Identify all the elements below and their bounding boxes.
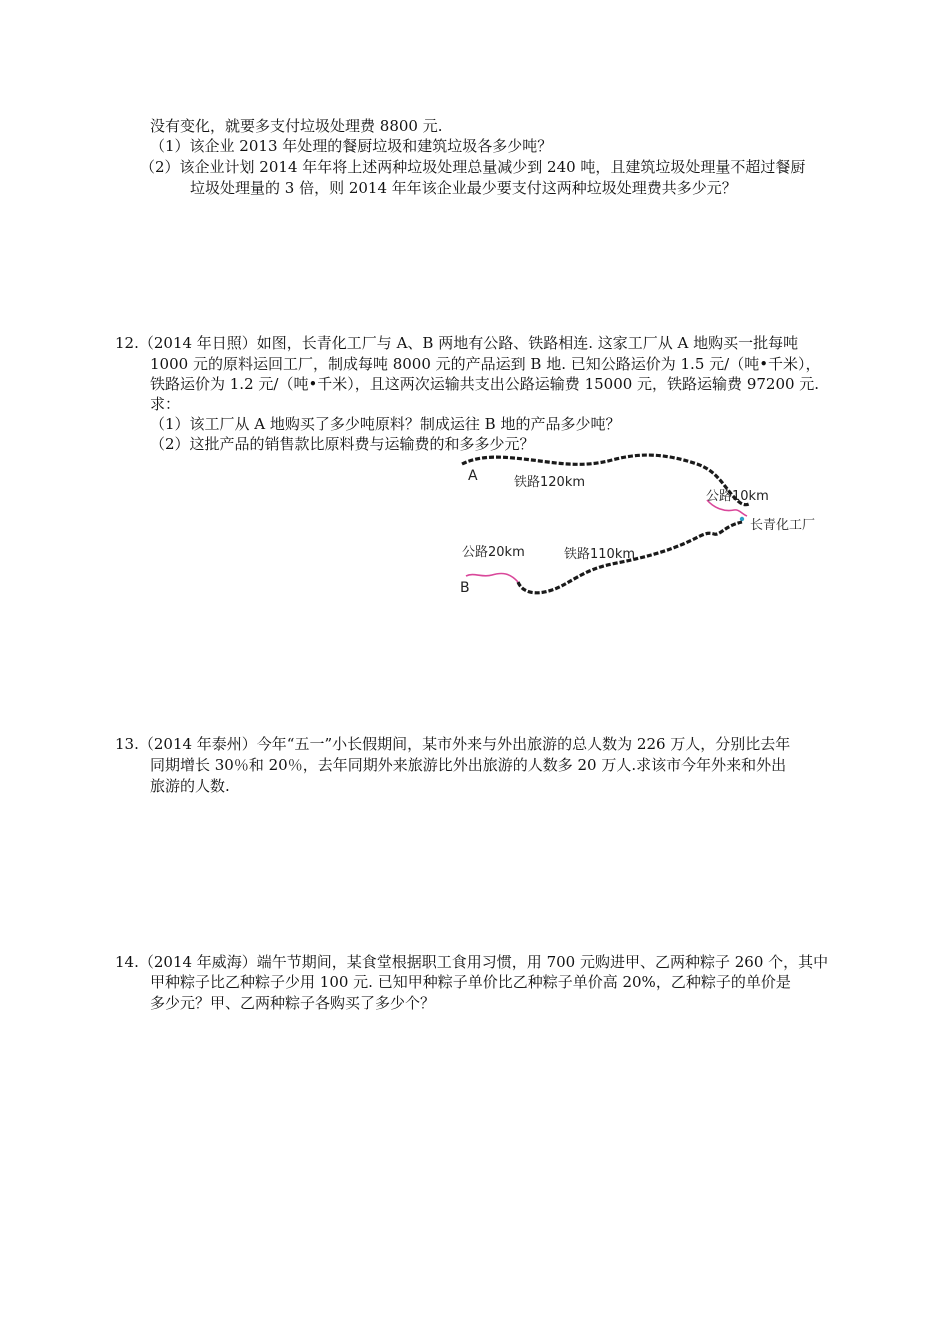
label-road-a: 公路10km [706,489,769,504]
intro-question-1: （1）该企业 2013 年处理的餐厨垃圾和建筑垃圾各多少吨？ [150,137,553,155]
intro-question-2-line-1: （2）该企业计划 2014 年年将上述两种垃圾处理总量减少到 240 吨，且建筑垃圾处理量不超过餐厨 [140,158,806,176]
label-rail-b: 铁路110km [564,547,636,562]
problem14-line-1: 14.（2014 年威海）端午节期间，某食堂根据职工食用习惯，用 700 元购进甲、乙两种粽子 260 个，其中 [115,953,829,971]
problem12-line-3: 铁路运价为 1.2 元/（吨•千米），且这两次运输共支出公路运输费 15000 元，铁路运输费 97200 元. [150,375,820,393]
label-a: A [468,468,478,484]
intro-line-1: 没有变化，就要多支付垃圾处理费 8800 元. [150,117,443,135]
label-rail-a: 铁路120km [514,475,586,490]
intro-question-2-line-2: 垃圾处理量的 3 倍，则 2014 年年该企业最少要支付这两种垃圾处理费共多少元？ [190,179,737,197]
problem12-line-1: 12.（2014 年日照）如图，长青化工厂与 A、B 两地有公路、铁路相连. 这家工厂从 A 地购买一批每吨 [115,334,799,352]
label-b: B [460,580,470,596]
problem12-line-2: 1000 元的原料运回工厂，制成每吨 8000 元的产品运到 B 地. 已知公路运价为 1.5 元/（吨•千米）， [150,355,821,373]
problem14-line-2: 甲种粽子比乙种粽子少用 100 元. 已知甲种粽子单价比乙种粽子单价高 20%，乙种粽子的单价是 [150,973,791,991]
problem13-line-3: 旅游的人数. [150,777,230,795]
label-factory: 长青化工厂 [750,518,816,533]
problem12-question-2: （2）这批产品的销售款比原料费与运输费的和多多少元？ [150,435,535,453]
problem12-line-4: 求： [150,395,181,413]
problem13-line-2: 同期增长 30％和 20％，去年同期外来旅游比外出旅游的人数多 20 万人.求该市今年外来和外出 [150,756,787,774]
problem14-line-3: 多少元？甲、乙两种粽子各购买了多少个？ [150,994,436,1012]
label-road-b: 公路20km [462,545,525,560]
factory-dot [740,517,744,521]
problem12-question-1: （1）该工厂从 A 地购买了多少吨原料？制成运往 B 地的产品多少吨？ [150,415,621,433]
road-b-route [466,573,518,582]
route-map-figure [452,452,852,602]
problem13-line-1: 13.（2014 年泰州）今年“五一”小长假期间，某市外来与外出旅游的总人数为 226 万人，分别比去年 [115,735,791,753]
